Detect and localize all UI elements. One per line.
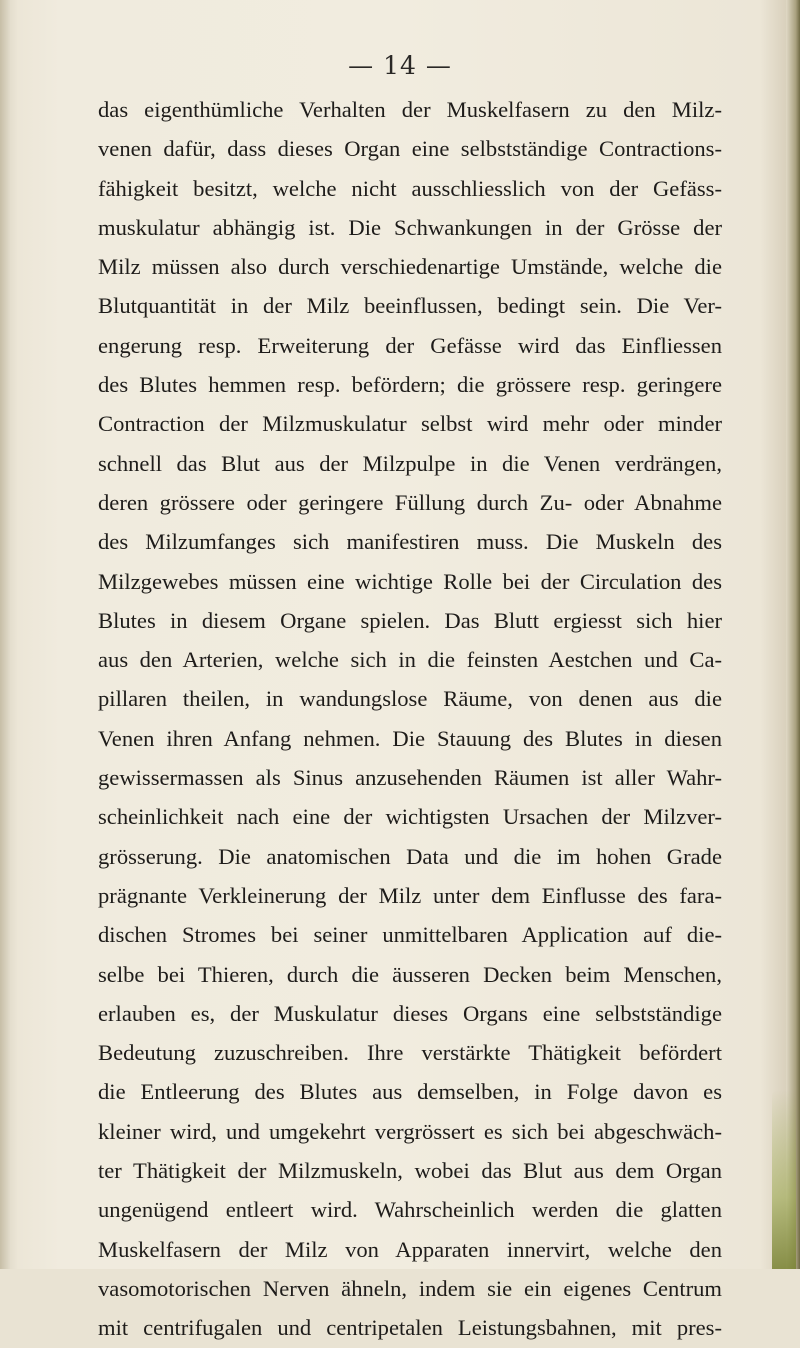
text-line: schnell das Blut aus der Milzpulpe in die Venen verdrängen,	[98, 450, 722, 476]
text-line: gewissermassen als Sinus anzusehenden Räumen ist aller Wahr-	[98, 765, 722, 791]
text-line: die Entleerung des Blutes aus demselben, in Folge davon es	[98, 1079, 722, 1105]
text-line: Blutquantität in der Milz beeinflussen, bedingt sein. Die Ver-	[98, 293, 722, 319]
text-line: ter Thätigkeit der Milzmuskeln, wobei das Blut aus dem Organ	[98, 1158, 722, 1184]
page-left-edge	[0, 0, 10, 1269]
text-line: vasomotorischen Nerven ähneln, indem sie ein eigenes Centrum	[98, 1275, 722, 1301]
text-line: erlauben es, der Muskulatur dieses Organs eine selbstständige	[98, 1000, 722, 1026]
text-line: prägnante Verkleinerung der Milz unter dem Einflusse des fara-	[98, 882, 722, 908]
text-line: kleiner wird, und umgekehrt vergrössert es sich bei abgeschwäch-	[98, 1118, 722, 1144]
text-line: Milzgewebes müssen eine wichtige Rolle bei der Circulation des	[98, 568, 722, 594]
text-line: Venen ihren Anfang nehmen. Die Stauung des Blutes in diesen	[98, 725, 722, 751]
text-line: pillaren theilen, in wandungslose Räume, von denen aus die	[98, 686, 722, 712]
text-line: scheinlichkeit nach eine der wichtigsten Ursachen der Milzver-	[98, 804, 722, 830]
text-line: deren grössere oder geringere Füllung durch Zu- oder Abnahme	[98, 489, 722, 515]
text-line: ungenügend entleert wird. Wahrscheinlich werden die glatten	[98, 1197, 722, 1223]
text-line: des Milzumfanges sich manifestiren muss. Die Muskeln des	[98, 529, 722, 555]
page-stain	[772, 1090, 796, 1269]
text-line: Milz müssen also durch verschiedenartige Umstände, welche die	[98, 254, 722, 280]
text-line: venen dafür, dass dieses Organ eine selbstständige Contractions-	[98, 136, 722, 162]
text-line: engerung resp. Erweiterung der Gefässe wird das Einfliessen	[98, 332, 722, 358]
text-line: grösserung. Die anatomischen Data und die im hohen Grade	[98, 843, 722, 869]
page-number: — 14 —	[348, 51, 452, 80]
text-line: das eigenthümliche Verhalten der Muskelfasern zu den Milz-	[98, 97, 722, 122]
text-line: Muskelfasern der Milz von Apparaten innervirt, welche den	[98, 1236, 722, 1262]
text-line: Contraction der Milzmuskulatur selbst wird mehr oder minder	[98, 411, 722, 437]
body-text	[98, 90, 722, 1348]
text-line: mit centrifugalen und centripetalen Leistungsbahnen, mit pres-	[98, 1315, 722, 1341]
text-line: Bedeutung zuzuschreiben. Ihre verstärkte Thätigkeit befördert	[98, 1040, 722, 1066]
page-right-edge	[786, 0, 800, 1269]
text-line: muskulatur abhängig ist. Die Schwankungen in der Grösse der	[98, 214, 722, 240]
text-line: des Blutes hemmen resp. befördern; die grössere resp. geringere	[98, 372, 722, 398]
text-line: selbe bei Thieren, durch die äusseren Decken beim Menschen,	[98, 961, 722, 987]
text-line: dischen Stromes bei seiner unmittelbaren Application auf die-	[98, 922, 722, 948]
text-line: aus den Arterien, welche sich in die feinsten Aestchen und Ca-	[98, 647, 722, 673]
text-line: Blutes in diesem Organe spielen. Das Blutt ergiesst sich hier	[98, 607, 722, 633]
text-line: fähigkeit besitzt, welche nicht ausschliesslich von der Gefäss-	[98, 175, 722, 201]
